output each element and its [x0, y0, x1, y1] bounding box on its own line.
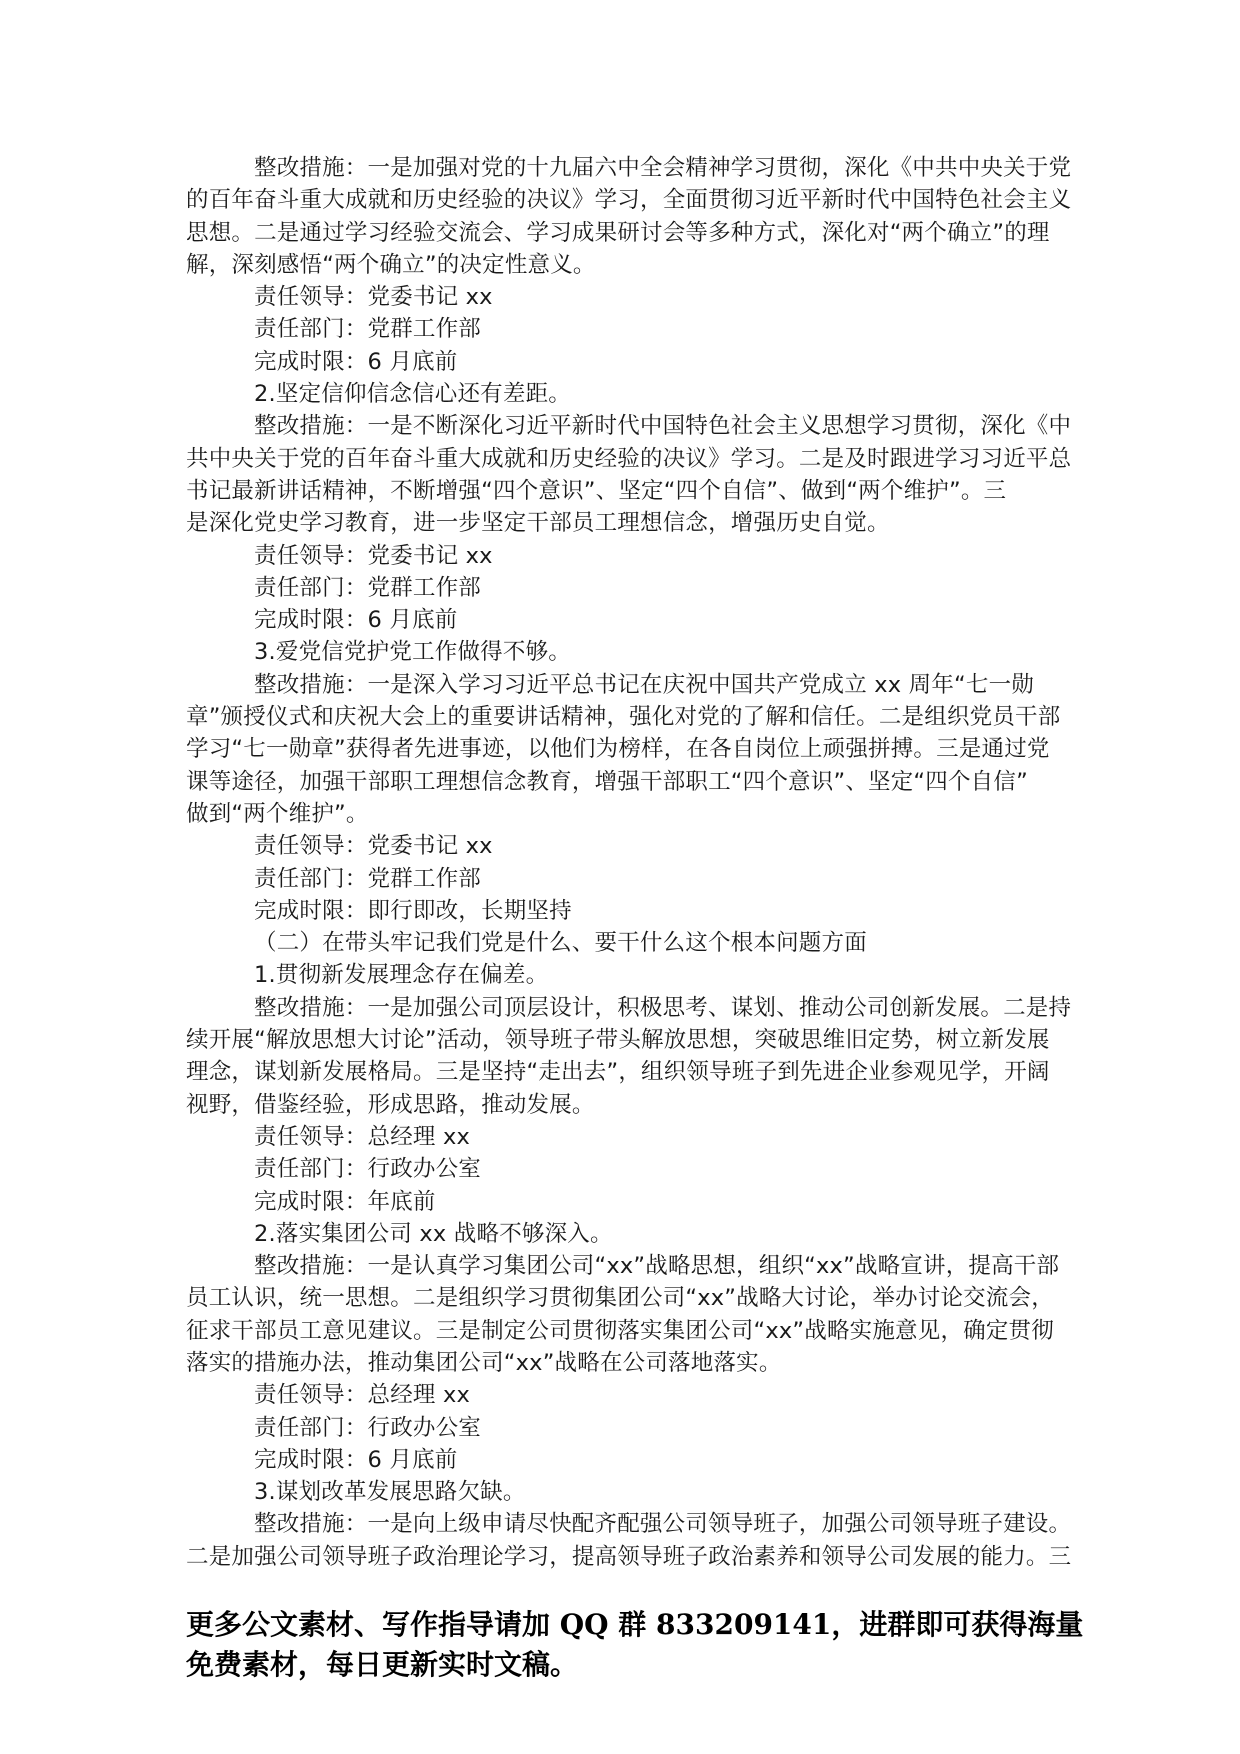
text-line: 整改措施：一是向上级申请尽快配齐配强公司领导班子，加强公司领导班子建设。	[254, 1511, 1072, 1538]
text-line: 责任部门：行政办公室	[254, 1156, 482, 1183]
text-line: 责任部门：行政办公室	[254, 1414, 482, 1441]
text-line: 解，深刻感悟“两个确立”的决定性意义。	[186, 251, 596, 278]
text-line: 完成时限：6 月底前	[254, 1446, 458, 1473]
text-line: 理念，谋划新发展格局。三是坚持“走出去”，组织领导班子到先进企业参观见学，开阔	[186, 1059, 1050, 1086]
text-line: 责任部门：党群工作部	[254, 316, 482, 343]
promo-footer	[186, 1605, 1084, 1685]
text-line: 视野，借鉴经验，形成思路，推动发展。	[186, 1091, 595, 1118]
item-heading: 3.谋划改革发展思路欠缺。	[254, 1479, 526, 1506]
text-line: 责任部门：党群工作部	[254, 865, 482, 892]
text-line: 完成时限：6 月底前	[254, 607, 458, 634]
promo-footer-line: 更多公文素材、写作指导请加 QQ 群 833209141，进群即可获得海量	[186, 1608, 1084, 1641]
text-line: 责任领导：党委书记 xx	[254, 833, 493, 860]
text-line: 是深化党史学习教育，进一步坚定干部员工理想信念，增强历史自觉。	[186, 510, 890, 537]
promo-footer-line: 免费素材，每日更新实时文稿。	[186, 1648, 579, 1681]
text-line: 的百年奋斗重大成就和历史经验的决议》学习，全面贯彻习近平新时代中国特色社会主义	[186, 187, 1072, 214]
text-line: 思想。二是通过学习经验交流会、学习成果研讨会等多种方式，深化对“两个确立”的理	[186, 219, 1050, 246]
text-line: 责任领导：党委书记 xx	[254, 542, 493, 569]
item-heading: 2.坚定信仰信念信心还有差距。	[254, 381, 571, 408]
item-heading: 3.爱党信党护党工作做得不够。	[254, 639, 571, 666]
text-line: 责任领导：总经理 xx	[254, 1382, 470, 1409]
text-line: 二是加强公司领导班子政治理论学习，提高领导班子政治素养和领导公司发展的能力。三	[186, 1543, 1072, 1570]
text-line: 落实的措施办法，推动集团公司“xx”战略在公司落地落实。	[186, 1349, 782, 1376]
item-heading: 1.贯彻新发展理念存在偏差。	[254, 962, 549, 989]
text-line: 整改措施：一是加强公司顶层设计，积极思考、谋划、推动公司创新发展。二是持	[254, 994, 1072, 1021]
section-heading: （二）在带头牢记我们党是什么、要干什么这个根本问题方面	[254, 930, 867, 957]
text-line: 整改措施：一是认真学习集团公司“xx”战略思想，组织“xx”战略宣讲，提高干部	[254, 1253, 1060, 1280]
text-line: 整改措施：一是不断深化习近平新时代中国特色社会主义思想学习贯彻，深化《中	[254, 413, 1072, 440]
text-line: 员工认识，统一思想。二是组织学习贯彻集团公司“xx”战略大讨论，举办讨论交流会，	[186, 1285, 1054, 1312]
item-heading: 2.落实集团公司 xx 战略不够深入。	[254, 1220, 613, 1247]
text-line: 完成时限：即行即改，长期坚持	[254, 897, 572, 924]
text-line: 整改措施：一是深入学习习近平总书记在庆祝中国共产党成立 xx 周年“七一勋	[254, 671, 1034, 698]
text-line: 完成时限：6 月底前	[254, 348, 458, 375]
text-line: 征求干部员工意见建议。三是制定公司贯彻落实集团公司“xx”战略实施意见，确定贯彻	[186, 1317, 1054, 1344]
text-line: 共中央关于党的百年奋斗重大成就和历史经验的决议》学习。二是及时跟进学习习近平总	[186, 445, 1072, 472]
text-line: 课等途径，加强干部职工理想信念教育，增强干部职工“四个意识”、坚定“四个自信”	[186, 768, 1028, 795]
text-line: 续开展“解放思想大讨论”活动，领导班子带头解放思想，突破思维旧定势，树立新发展	[186, 1027, 1050, 1054]
text-line: 整改措施：一是加强对党的十九届六中全会精神学习贯彻，深化《中共中央关于党	[254, 155, 1072, 181]
text-line: 做到“两个维护”。	[186, 800, 369, 827]
text-line: 责任部门：党群工作部	[254, 574, 482, 601]
text-line: 章”颁授仪式和庆祝大会上的重要讲话精神，强化对党的了解和信任。二是组织党员干部	[186, 704, 1061, 731]
text-line: 完成时限：年底前	[254, 1188, 436, 1215]
text-line: 责任领导：党委书记 xx	[254, 284, 493, 311]
text-line: 书记最新讲话精神，不断增强“四个意识”、坚定“四个自信”、做到“两个维护”。三	[186, 477, 1007, 504]
document-body	[186, 152, 1072, 1573]
text-line: 责任领导：总经理 xx	[254, 1123, 470, 1150]
text-line: 学习“七一勋章”获得者先进事迹，以他们为榜样，在各自岗位上顽强拼搏。三是通过党	[186, 736, 1050, 763]
